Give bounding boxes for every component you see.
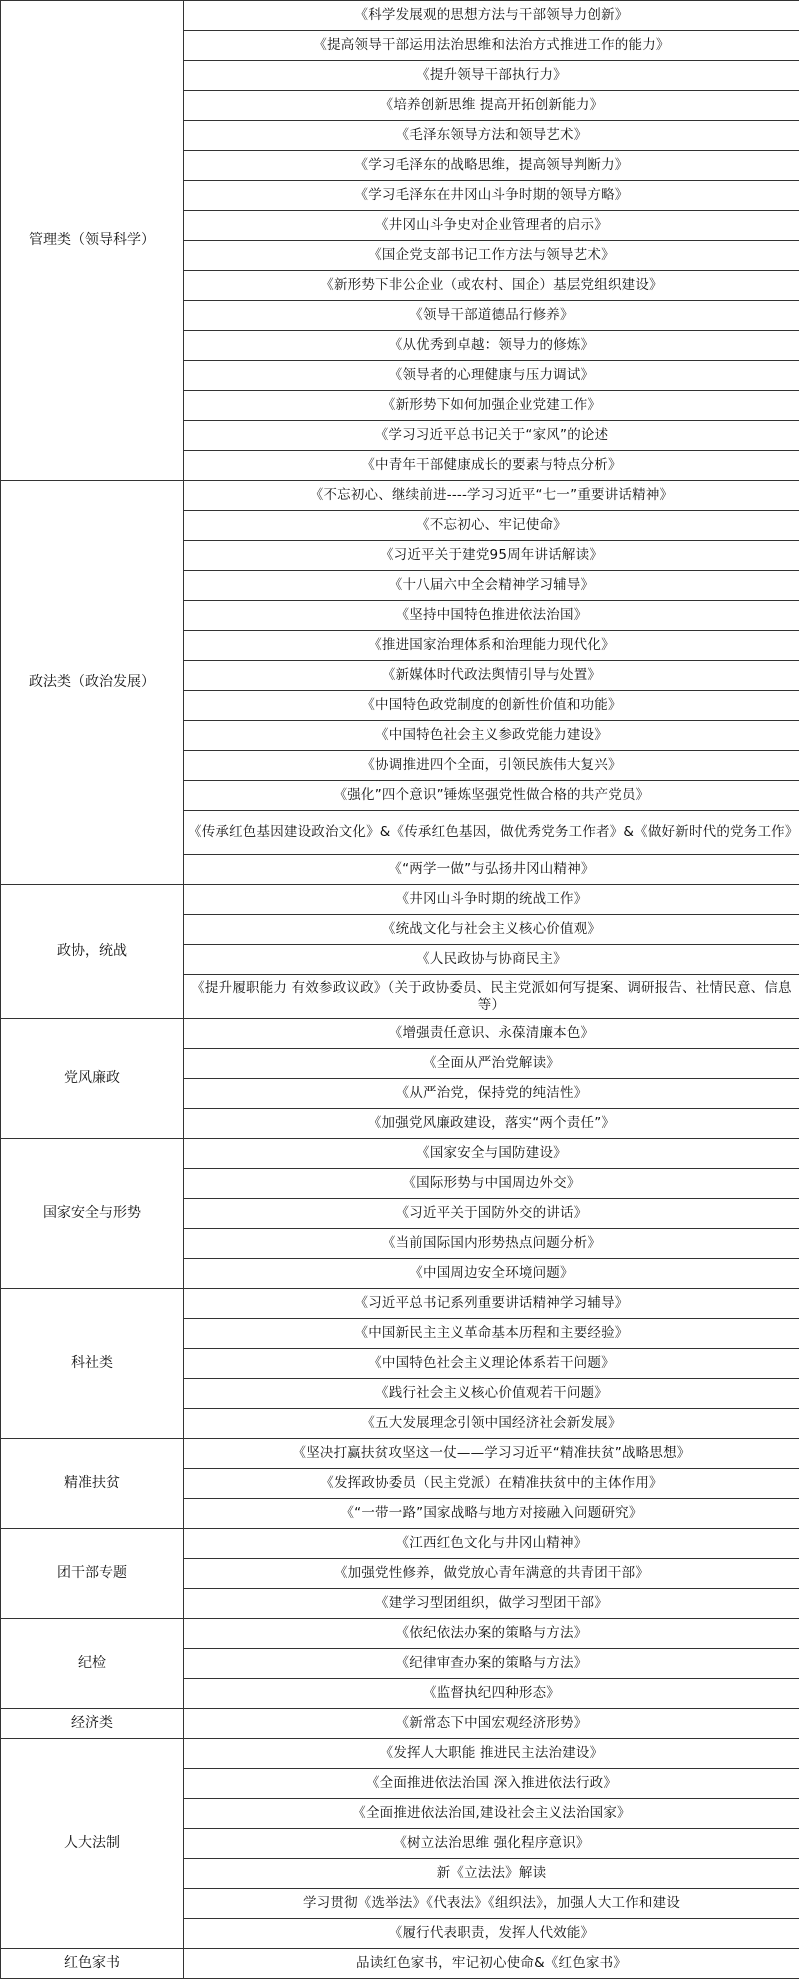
course-title-cell: 品读红色家书，牢记初心使命&《红色家书》: [184, 1949, 799, 1979]
course-title-cell: 《中国特色社会主义理论体系若干问题》: [184, 1349, 799, 1379]
course-title-cell: 《树立法治思维 强化程序意识》: [184, 1829, 799, 1859]
category-cell: 红色家书: [1, 1949, 184, 1979]
category-cell: 团干部专题: [1, 1529, 184, 1619]
course-title-cell: 《从优秀到卓越：领导力的修炼》: [184, 331, 799, 361]
course-title-cell: 《新常态下中国宏观经济形势》: [184, 1709, 799, 1739]
course-title-cell: 《井冈山斗争史对企业管理者的启示》: [184, 211, 799, 241]
course-title-cell: 《国家安全与国防建设》: [184, 1139, 799, 1169]
course-title-cell: 《坚决打赢扶贫攻坚这一仗——学习习近平“精准扶贫”战略思想》: [184, 1439, 799, 1469]
category-cell: 精准扶贫: [1, 1439, 184, 1529]
course-title-cell: 《新形势下非公企业（或农村、国企）基层党组织建设》: [184, 271, 799, 301]
course-title-cell: 《发挥人大职能 推进民主法治建设》: [184, 1739, 799, 1769]
category-cell: 科社类: [1, 1289, 184, 1439]
course-title-cell: 《不忘初心、牢记使命》: [184, 511, 799, 541]
course-table-body: [1, 1, 799, 1979]
course-title-cell: 《中国特色政党制度的创新性价值和功能》: [184, 691, 799, 721]
course-title-cell: 《践行社会主义核心价值观若干问题》: [184, 1379, 799, 1409]
course-title-cell: 《科学发展观的思想方法与干部领导力创新》: [184, 1, 799, 31]
category-cell: 政协，统战: [1, 885, 184, 1019]
course-title-cell: 《人民政协与协商民主》: [184, 945, 799, 975]
category-cell: 政法类（政治发展）: [1, 481, 184, 885]
table-row: [1, 1, 799, 31]
course-title-cell: 《建学习型团组织，做学习型团干部》: [184, 1589, 799, 1619]
course-title-cell: 《协调推进四个全面，引领民族伟大复兴》: [184, 751, 799, 781]
course-title-cell: 《领导干部道德品行修养》: [184, 301, 799, 331]
course-title-cell: 《传承红色基因建设政治文化》&《传承红色基因，做优秀党务工作者》&《做好新时代的党务工作》: [184, 811, 799, 855]
course-title-cell: 《井冈山斗争时期的统战工作》: [184, 885, 799, 915]
category-cell: 党风廉政: [1, 1019, 184, 1139]
course-title-cell: 《领导者的心理健康与压力调试》: [184, 361, 799, 391]
course-title-cell: 《“两学一做”与弘扬井冈山精神》: [184, 855, 799, 885]
course-title-cell: 《全面推进依法治国 深入推进依法行政》: [184, 1769, 799, 1799]
course-title-cell: 新《立法法》解读: [184, 1859, 799, 1889]
course-title-cell: 《学习毛泽东的战略思维，提高领导判断力》: [184, 151, 799, 181]
course-title-cell: 《加强党风廉政建设，落实“两个责任”》: [184, 1109, 799, 1139]
course-title-cell: 《培养创新思维 提高开拓创新能力》: [184, 91, 799, 121]
course-title-cell: 《统战文化与社会主义核心价值观》: [184, 915, 799, 945]
course-title-cell: 《学习毛泽东在井冈山斗争时期的领导方略》: [184, 181, 799, 211]
course-title-cell: 《习近平总书记系列重要讲话精神学习辅导》: [184, 1289, 799, 1319]
table-row: [1, 1289, 799, 1319]
course-title-cell: 《全面从严治党解读》: [184, 1049, 799, 1079]
course-title-cell: 《坚持中国特色推进依法治国》: [184, 601, 799, 631]
course-title-cell: 《中国特色社会主义参政党能力建设》: [184, 721, 799, 751]
course-title-cell: 《不忘初心、继续前进----学习习近平“七一”重要讲话精神》: [184, 481, 799, 511]
category-cell: 纪检: [1, 1619, 184, 1709]
table-row: [1, 481, 799, 511]
table-row: [1, 1949, 799, 1979]
table-row: [1, 1709, 799, 1739]
course-title-cell: 《毛泽东领导方法和领导艺术》: [184, 121, 799, 151]
course-title-cell: 《国际形势与中国周边外交》: [184, 1169, 799, 1199]
table-row: [1, 1019, 799, 1049]
table-row: [1, 1439, 799, 1469]
category-cell: 经济类: [1, 1709, 184, 1739]
course-title-cell: 《中国新民主主义革命基本历程和主要经验》: [184, 1319, 799, 1349]
course-title-cell: 《学习习近平总书记关于“家风”的论述: [184, 421, 799, 451]
course-title-cell: 《从严治党，保持党的纯洁性》: [184, 1079, 799, 1109]
course-title-cell: 《发挥政协委员（民主党派）在精准扶贫中的主体作用》: [184, 1469, 799, 1499]
course-title-cell: 《“一带一路”国家战略与地方对接融入问题研究》: [184, 1499, 799, 1529]
course-title-cell: 《增强责任意识、永葆清廉本色》: [184, 1019, 799, 1049]
course-title-cell: 《履行代表职责，发挥人代效能》: [184, 1919, 799, 1949]
course-title-cell: 学习贯彻《选举法》《代表法》《组织法》，加强人大工作和建设: [184, 1889, 799, 1919]
course-title-cell: 《十八届六中全会精神学习辅导》: [184, 571, 799, 601]
course-title-cell: 《提升履职能力 有效参政议政》（关于政协委员、民主党派如何写提案、调研报告、社情民意、信息等）: [184, 975, 799, 1019]
course-title-cell: 《提升领导干部执行力》: [184, 61, 799, 91]
table-row: [1, 1529, 799, 1559]
course-title-cell: 《新形势下如何加强企业党建工作》: [184, 391, 799, 421]
course-title-cell: 《提高领导干部运用法治思维和法治方式推进工作的能力》: [184, 31, 799, 61]
table-row: [1, 1739, 799, 1769]
table-row: [1, 885, 799, 915]
category-cell: 人大法制: [1, 1739, 184, 1949]
course-title-cell: 《中国周边安全环境问题》: [184, 1259, 799, 1289]
course-title-cell: 《习近平关于建党95周年讲话解读》: [184, 541, 799, 571]
table-row: [1, 1619, 799, 1649]
course-title-cell: 《强化”四个意识”锤炼坚强党性做合格的共产党员》: [184, 781, 799, 811]
category-cell: 国家安全与形势: [1, 1139, 184, 1289]
course-title-cell: 《监督执纪四种形态》: [184, 1679, 799, 1709]
course-title-cell: 《全面推进依法治国,建设社会主义法治国家》: [184, 1799, 799, 1829]
course-title-cell: 《当前国际国内形势热点问题分析》: [184, 1229, 799, 1259]
table-row: [1, 1139, 799, 1169]
course-title-cell: 《依纪依法办案的策略与方法》: [184, 1619, 799, 1649]
course-title-cell: 《习近平关于国防外交的讲话》: [184, 1199, 799, 1229]
course-title-cell: 《新媒体时代政法舆情引导与处置》: [184, 661, 799, 691]
course-title-cell: 《加强党性修养，做党放心青年满意的共青团干部》: [184, 1559, 799, 1589]
course-title-cell: 《江西红色文化与井冈山精神》: [184, 1529, 799, 1559]
course-title-cell: 《纪律审查办案的策略与方法》: [184, 1649, 799, 1679]
course-title-cell: 《国企党支部书记工作方法与领导艺术》: [184, 241, 799, 271]
course-title-cell: 《中青年干部健康成长的要素与特点分析》: [184, 451, 799, 481]
course-title-cell: 《推进国家治理体系和治理能力现代化》: [184, 631, 799, 661]
course-title-cell: 《五大发展理念引领中国经济社会新发展》: [184, 1409, 799, 1439]
category-cell: 管理类（领导科学）: [1, 1, 184, 481]
